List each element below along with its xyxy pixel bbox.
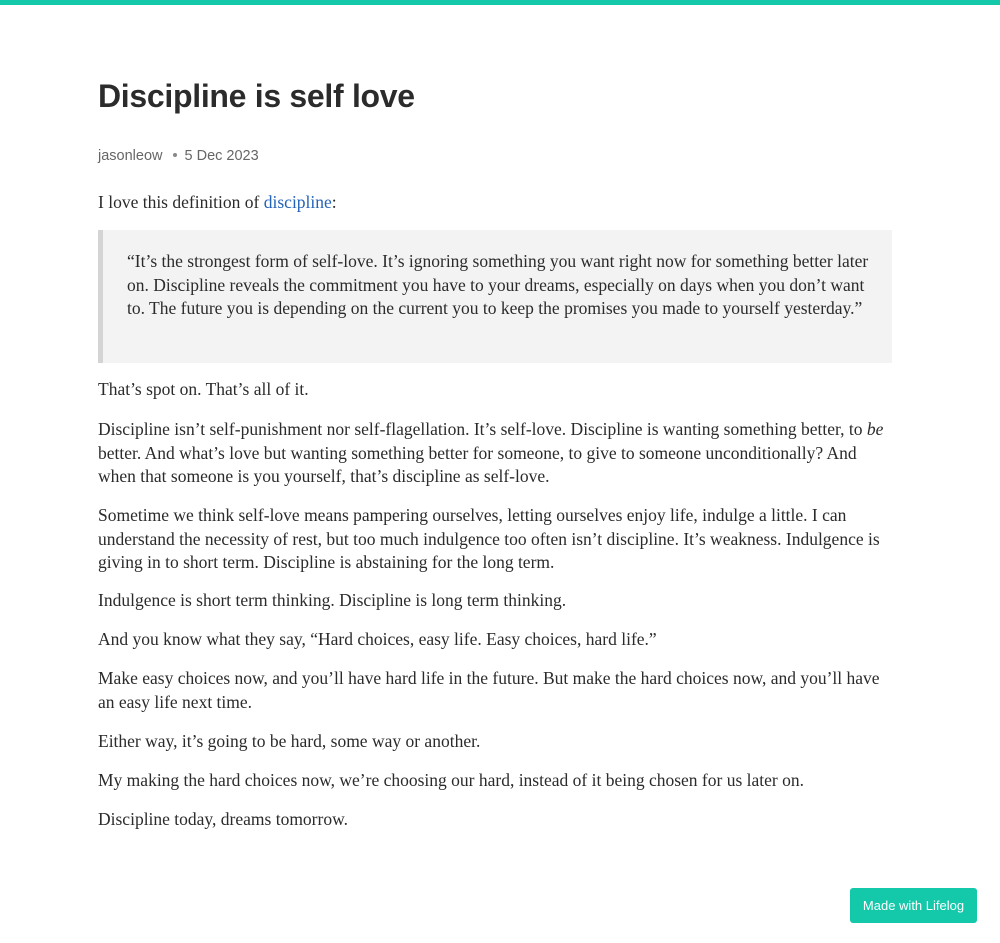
author-link[interactable]: jasonleow [98, 148, 163, 164]
paragraph-3: Sometime we think self-love means pampering ourselves, letting ourselves enjoy life, indulge a little. I can understand the necessity of rest, but too much indulgence too often isn’t discipline. It’s weakness. Indulgence is giving in to short term. Discipline is abstaining for the long term. [98, 505, 880, 572]
quote-text: “It’s the strongest form of self-love. It’s ignoring something you want right now for something better later on. Discipline reveals the commitment you have to your dreams, especially on days when you don’t want to. The future you is depending on the current you to keep the promises you made to yourself yesterday.” [127, 251, 869, 318]
intro-paragraph [98, 191, 892, 215]
emphasis-be: be [866, 419, 884, 439]
post-title: Discipline is self love [98, 78, 415, 114]
paragraph-7: Either way, it’s going to be hard, some way or another. [98, 731, 481, 751]
paragraph-2-text-start: Discipline isn’t self-punishment nor self-flagellation. It’s self-love. Discipline is wanting something better, to [98, 419, 867, 439]
paragraph-5: And you know what they say, “Hard choices, easy life. Easy choices, hard life.” [98, 629, 657, 649]
intro-text: I love this definition of [98, 192, 264, 212]
paragraph-1: That’s spot on. That’s all of it. [98, 379, 309, 399]
paragraph-6: Make easy choices now, and you’ll have hard life in the future. But make the hard choices now, and you’ll have an easy life next time. [98, 668, 880, 712]
paragraph-2 [98, 418, 892, 489]
top-accent-bar [0, 0, 1000, 5]
discipline-link[interactable]: discipline [263, 192, 332, 212]
paragraph-4: Indulgence is short term thinking. Discipline is long term thinking. [98, 590, 567, 610]
quote-block [98, 230, 892, 363]
paragraph-9: Discipline today, dreams tomorrow. [98, 809, 348, 829]
meta-separator-dot [173, 153, 177, 157]
paragraph-8: My making the hard choices now, we’re choosing our hard, instead of it being chosen for us later on. [98, 770, 804, 790]
post-date: 5 Dec 2023 [184, 148, 259, 164]
paragraph-2-text-end: better. And what’s love but wanting something better for someone, to give to someone unconditionally? And when that someone is you yourself, that’s discipline as self-love. [98, 442, 857, 486]
post-meta [98, 146, 259, 166]
made-with-lifelog-button[interactable]: Made with Lifelog [850, 888, 977, 923]
intro-colon: : [331, 192, 337, 212]
